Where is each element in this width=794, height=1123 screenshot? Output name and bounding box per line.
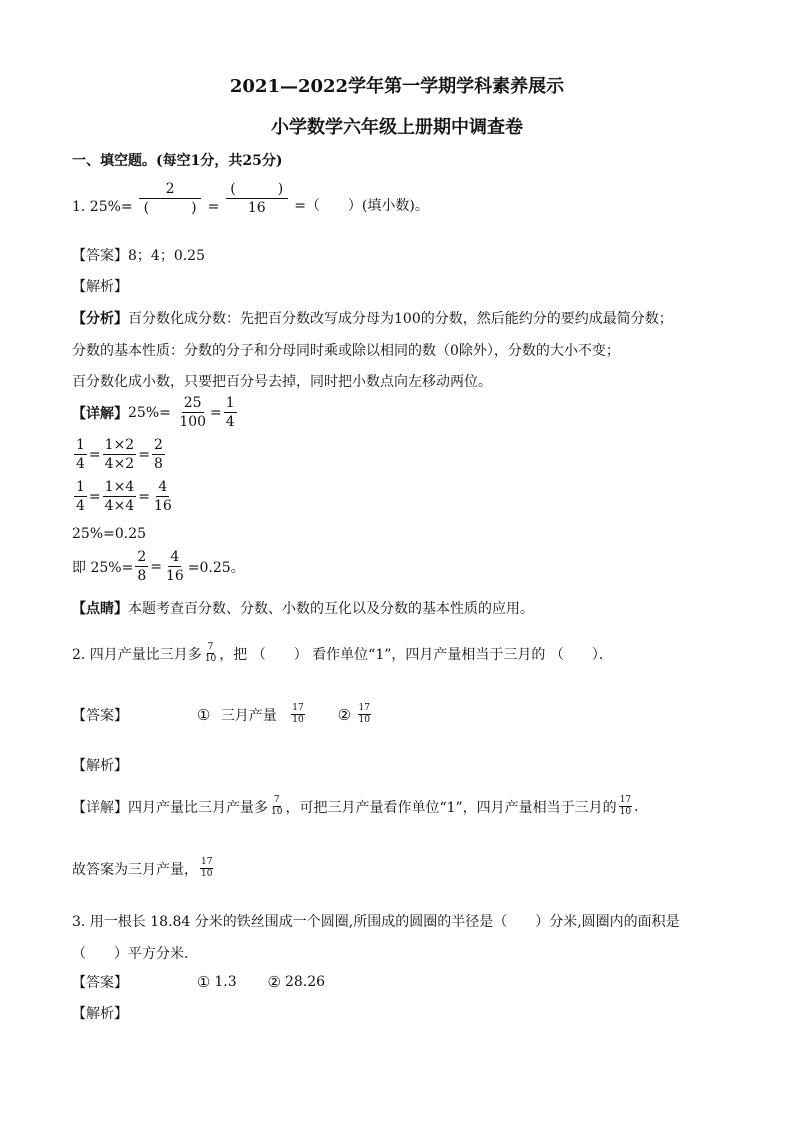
q1-detail-line-3: $\frac{1}{4}$ = $\frac{1\times 4}{4\times 4}$ = $\frac{4}{16}$ [76,479,172,514]
q3-answer: 【答案】 ① 1.3 ② 28.26 [72,973,326,991]
q1-dianjing: 【点睛】本题考查百分数、分数、小数的互化以及分数的基本性质的应用。 [72,601,534,617]
q1-jiexi: 【解析】 [72,279,128,295]
q2-conclusion: 故答案为三月产量， $\frac{17}{10}$ [72,857,213,879]
q3-question-line-1: 3. 用一根长 18.84 分米的铁丝围成一个圆圈,所围成的圆圈的半径是（ ）分米,圆圈内的面积是 [72,914,680,930]
title-line-1: 2021—2022学年第一学期学科素养展示 [229,76,565,97]
q1-tail: =（ ）(填小数)。 [294,198,429,214]
q1-fraction-1: $\frac{2}{( )}$ [139,182,201,215]
q2-answer: 【答案】 ① 三月产量 $\frac{17}{10}$ ② $\frac{17}{10}$ [72,703,370,725]
q1-fenxi-2: 分数的基本性质：分数的分子和分母同时乘或除以相同的数（0除外），分数的大小不变； [72,343,620,359]
q3-question-line-2: （ ）平方分米． [72,946,198,962]
q2-detail: 【详解】四月产量比三月产量多 $\frac{7}{10}$ ，可把三月产量看作单位“1”，四月产量相当于三月的 $\frac{17}{10}$ . [72,795,639,817]
q1-fraction-2: $\frac{( )}{16}$ [226,182,288,215]
q3-jiexi: 【解析】 [72,1006,128,1022]
q1-prefix: 1. 25%= [72,199,133,215]
section-heading: 一、填空题。(每空1分，共25分) [72,153,283,169]
q1-detail-line-5: 即 25%= $\frac{2}{8}$ = $\frac{4}{16}$ =0.25。 [72,549,245,584]
q1-fenxi-3: 百分数化成小数，只要把百分号去掉，同时把小数点向左移动两位。 [72,374,492,390]
q2-jiexi: 【解析】 [72,758,128,774]
q2-question: 2. 四月产量比三月多 $\frac{7}{10}$ ，把 （ ） 看作单位“1”，四月产量相当于三月的 （ ）． [72,642,613,664]
q1-detail-line-1: 【详解】25%= $\frac{25}{100}$ = $\frac{1}{4}$ [72,395,235,430]
q1-fenxi-1: 【分析】百分数化成分数：先把百分数改写成分母为100的分数，然后能约分的要约成最简分数； [72,311,673,327]
q1-detail-line-2: $\frac{1}{4}$ = $\frac{1\times 2}{4\times 2}$ = $\frac{2}{8}$ [76,437,163,472]
title-line-2: 小学数学六年级上册期中调查卷 [271,117,523,138]
q1-question: 1. 25%= $\frac{2}{( )}$ = $\frac{( )}{16}$ =（ ）(填小数)。 [72,181,429,216]
q1-answer: 【答案】8；4；0.25 [72,248,205,264]
q1-detail-line-4: 25%=0.25 [72,526,147,542]
